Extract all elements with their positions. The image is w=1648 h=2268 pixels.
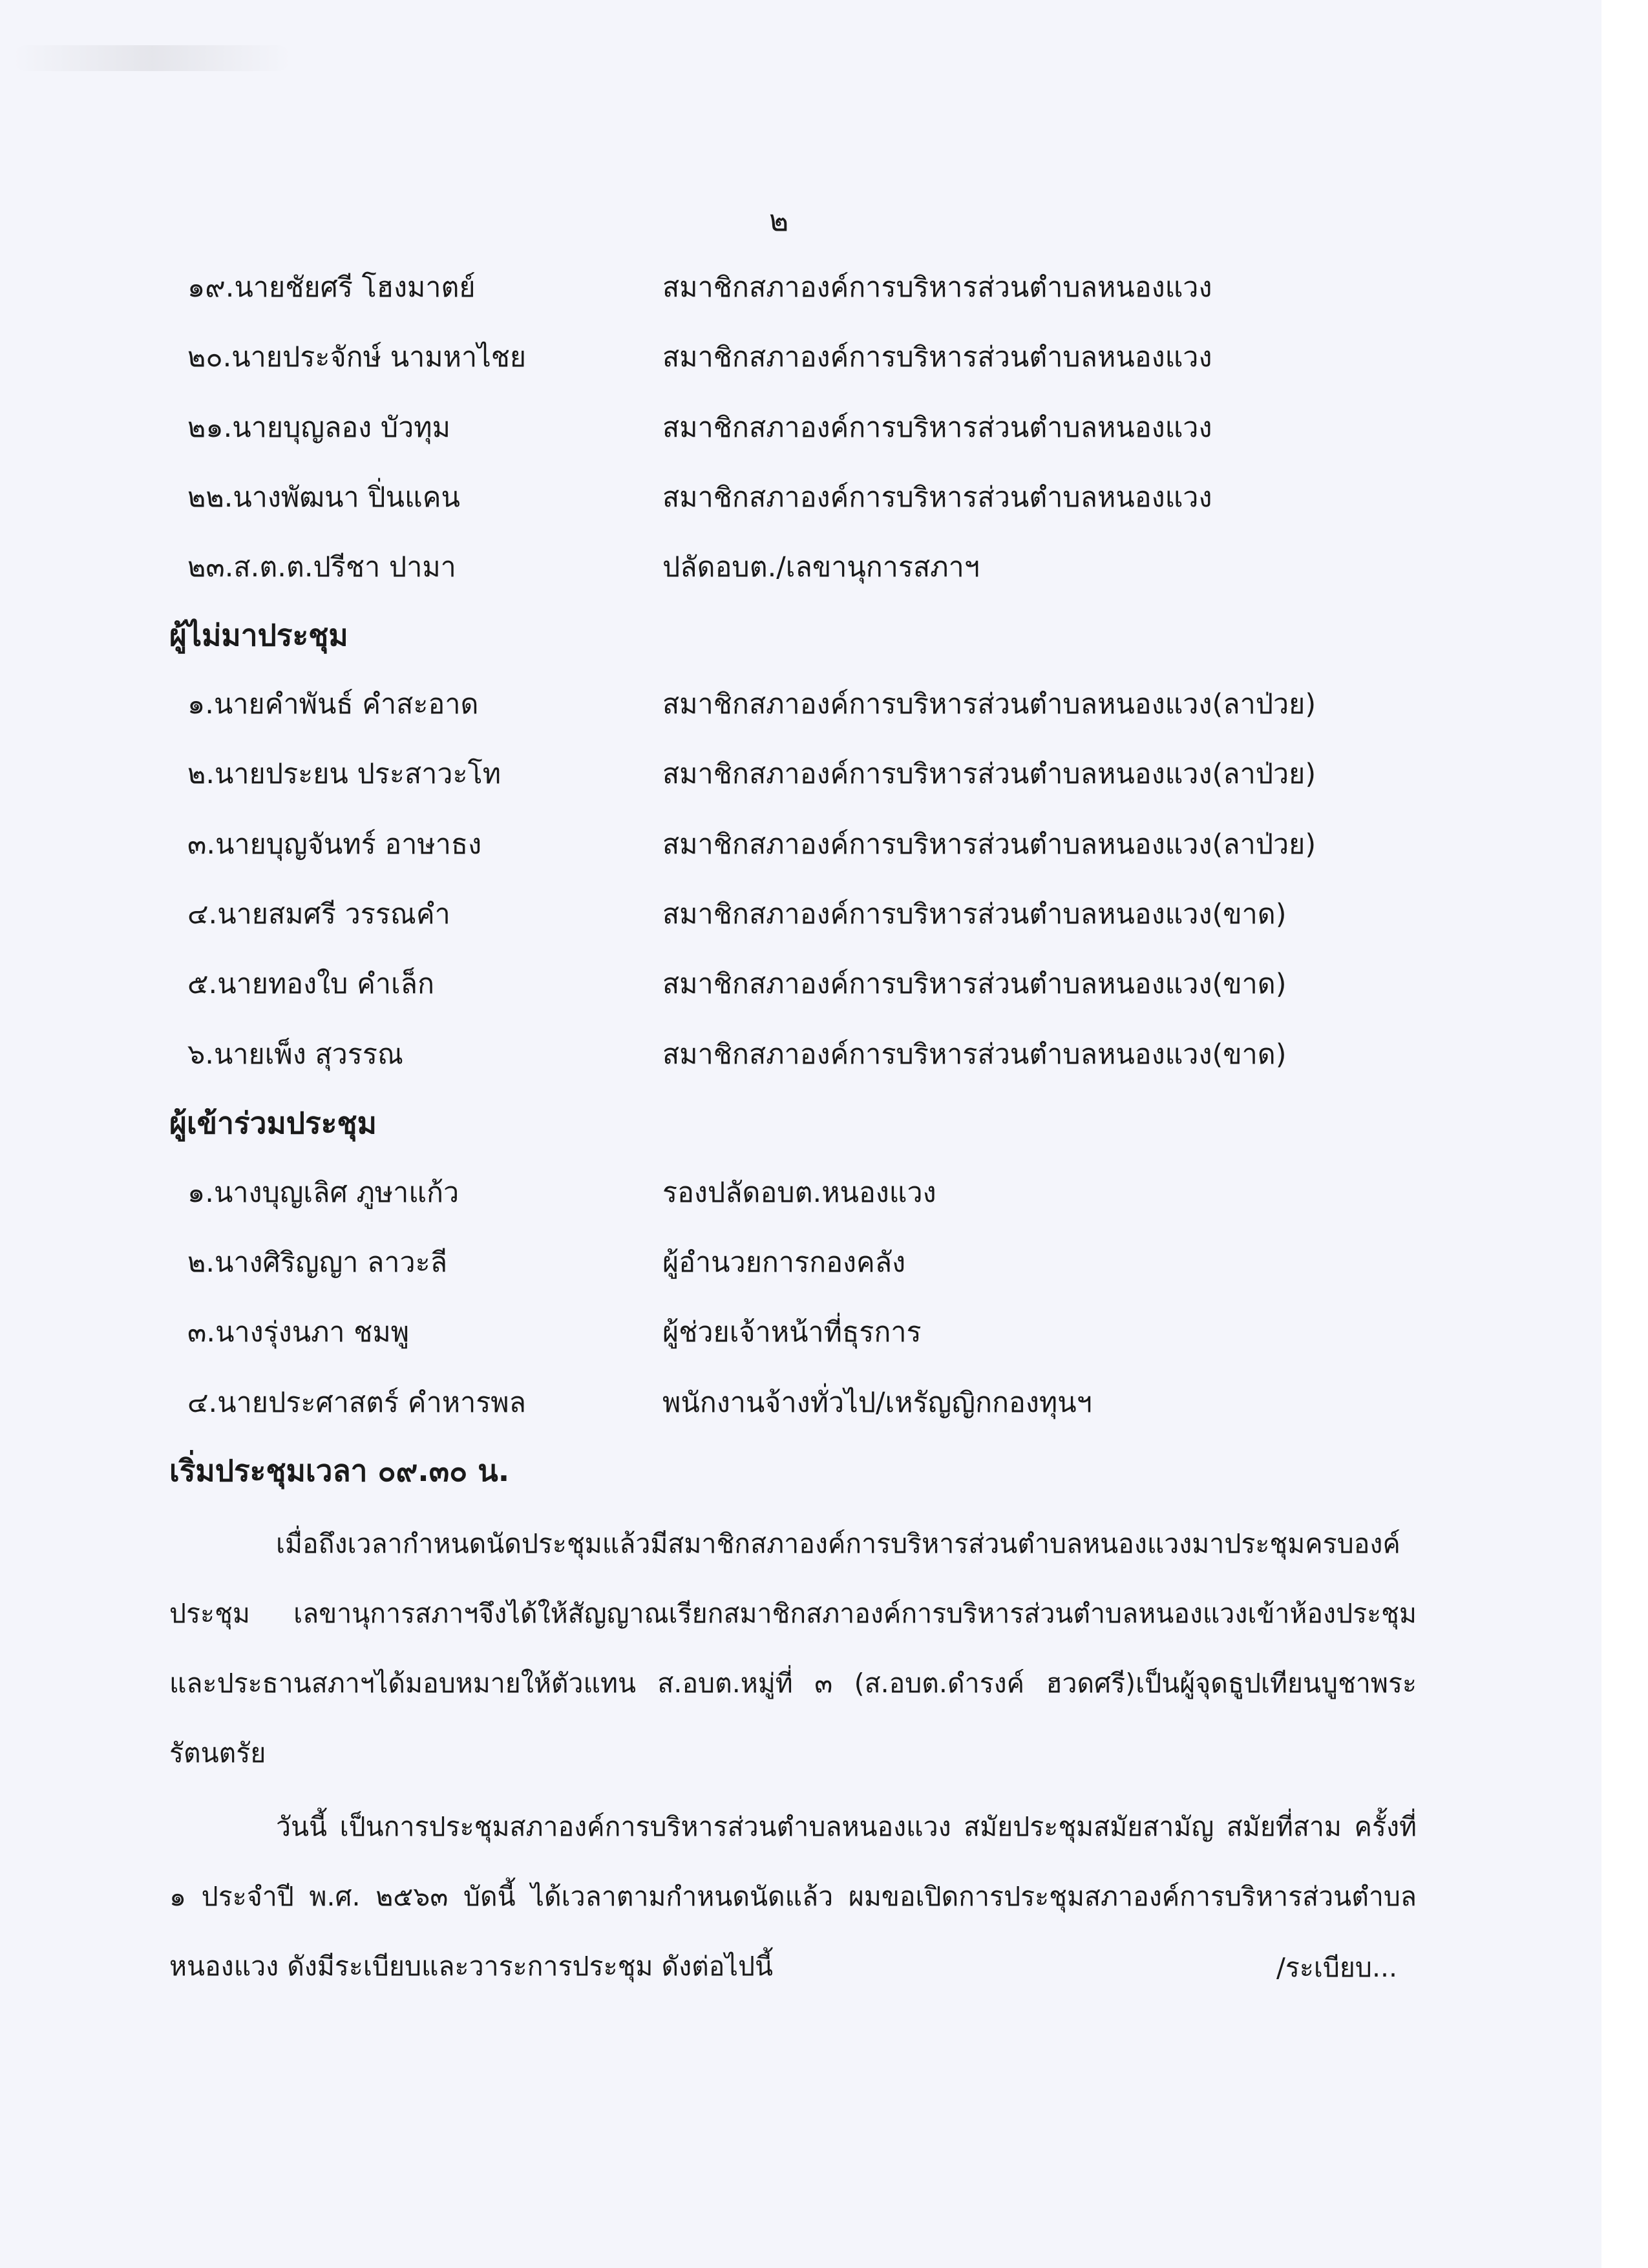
absent-name: ๑.นายคำพันธ์ คำสะอาด: [187, 688, 479, 720]
scan-smudge: [13, 45, 291, 71]
attendee-row: [187, 475, 1480, 520]
participants-heading: ผู้เข้าร่วมประชุม: [169, 1106, 377, 1140]
participant-row: [187, 1380, 1480, 1425]
absent-role: สมาชิกสภาองค์การบริหารส่วนตำบลหนองแวง(ลาป่วย): [662, 828, 1316, 861]
absent-role: สมาชิกสภาองค์การบริหารส่วนตำบลหนองแวง(ลาป่วย): [662, 758, 1316, 790]
absent-row: [187, 892, 1480, 937]
attendee-role: สมาชิกสภาองค์การบริหารส่วนตำบลหนองแวง: [662, 341, 1212, 373]
attendee-row: [187, 335, 1480, 380]
participant-role: พนักงานจ้างทั่วไป/เหรัญญิกกองทุนฯ: [662, 1387, 1092, 1419]
participant-name: ๒.นางศิริญญา ลาวะลี: [187, 1246, 448, 1279]
participant-name: ๓.นางรุ่งนภา ชมพู: [187, 1316, 410, 1349]
attendee-name: ๒๑.นายบุญลอง บัวทุม: [187, 412, 450, 444]
page-number: ๒: [769, 203, 789, 238]
absent-name: ๕.นายทองใบ คำเล็ก: [187, 968, 435, 1000]
absent-role: สมาชิกสภาองค์การบริหารส่วนตำบลหนองแวง(ขาด): [662, 968, 1287, 1000]
opening-paragraph: เมื่อถึงเวลากำหนดนัดประชุมแล้วมีสมาชิกสภาองค์การบริหารส่วนตำบลหนองแวงมาประชุมครบองค์ประชุม เลขานุการสภาฯจึงได้ให้สัญญาณเรียกสมาชิกสภาองค์การบริหารส่วนตำบลหนองแวงเข้าห้องประชุมและประธานสภาฯได้มอบหมายให้ตัวแทน ส.อบต.หมู่ที่ ๓ (ส.อบต.ดำรงค์ ฮวดศรี)เป็นผู้จุดธูปเทียนบูชาพระรัตนตรัย: [169, 1528, 1417, 1769]
attendee-role: ปลัดอบต./เลขานุการสภาฯ: [662, 551, 980, 583]
continuation-marker: /ระเบียบ...: [1276, 1952, 1398, 1983]
attendee-role: สมาชิกสภาองค์การบริหารส่วนตำบลหนองแวง: [662, 271, 1212, 304]
attendee-role: สมาชิกสภาองค์การบริหารส่วนตำบลหนองแวง: [662, 481, 1212, 514]
absent-name: ๖.นายเพ็ง สุวรรณ: [187, 1038, 403, 1071]
meeting-start-heading: เริ่มประชุมเวลา ๐๙.๓๐ น.: [169, 1453, 510, 1488]
absent-row: [187, 682, 1480, 727]
absent-heading: ผู้ไม่มาประชุม: [169, 618, 348, 653]
attendee-row: [187, 265, 1480, 310]
agenda-intro-paragraph: วันนี้ เป็นการประชุมสภาองค์การบริหารส่วนตำบลหนองแวง สมัยประชุมสมัยสามัญ สมัยที่สาม ครั้งที่ ๑ ประจำปี พ.ศ. ๒๕๖๓ บัดนี้ ได้เวลาตามกำหนดนัดแล้ว ผมขอเปิดการประชุมสภาองค์การบริหารส่วนตำบลหนองแวง ดังมีระเบียบและวาระการประชุม ดังต่อไปนี้: [169, 1811, 1417, 1982]
participant-role: ผู้ช่วยเจ้าหน้าที่ธุรการ: [662, 1316, 922, 1349]
attendee-name: ๒๓.ส.ต.ต.ปรีชา ปามา: [187, 551, 456, 583]
attendee-name: ๒๒.นางพัฒนา ปิ่นแคน: [187, 481, 460, 514]
absent-role: สมาชิกสภาองค์การบริหารส่วนตำบลหนองแวง(ขาด): [662, 1038, 1287, 1071]
participant-row: [187, 1240, 1480, 1285]
participant-name: ๔.นายประศาสตร์ คำหารพล: [187, 1387, 526, 1419]
absent-role: สมาชิกสภาองค์การบริหารส่วนตำบลหนองแวง(ขาด): [662, 898, 1287, 930]
attendee-name: ๑๙.นายชัยศรี โฮงมาตย์: [187, 271, 476, 304]
absent-name: ๓.นายบุญจันทร์ อาษาธง: [187, 828, 482, 861]
participant-role: ผู้อำนวยการกองคลัง: [662, 1246, 906, 1279]
absent-role: สมาชิกสภาองค์การบริหารส่วนตำบลหนองแวง(ลาป่วย): [662, 688, 1316, 720]
attendee-row: [187, 545, 1480, 590]
absent-row: [187, 751, 1480, 797]
attendee-row: [187, 405, 1480, 450]
participant-row: [187, 1170, 1480, 1215]
scan-edge: [1601, 0, 1648, 2268]
absent-row: [187, 822, 1480, 867]
participant-name: ๑.นางบุญเลิศ ภูษาแก้ว: [187, 1177, 460, 1209]
participant-role: รองปลัดอบต.หนองแวง: [662, 1177, 936, 1209]
absent-row: [187, 1032, 1480, 1077]
participant-row: [187, 1310, 1480, 1355]
absent-name: ๔.นายสมศรี วรรณคำ: [187, 898, 450, 930]
absent-row: [187, 961, 1480, 1007]
attendee-role: สมาชิกสภาองค์การบริหารส่วนตำบลหนองแวง: [662, 412, 1212, 444]
attendee-name: ๒๐.นายประจักษ์ นามหาไชย: [187, 341, 527, 373]
absent-name: ๒.นายประยน ประสาวะโท: [187, 758, 502, 790]
